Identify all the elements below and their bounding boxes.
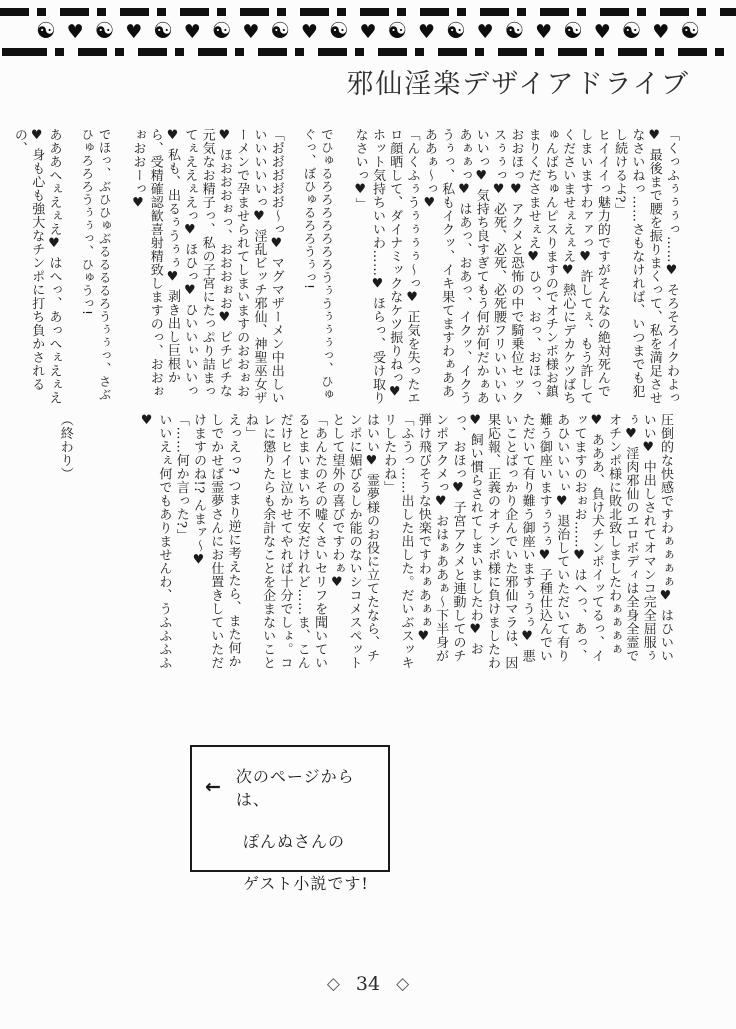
guest-novel-notice-box [190,745,390,893]
story-paragraph: 「ふうっ……出した出した。だいぶスッキリしたわね」 [381,413,414,670]
story-paragraph: えっえっ? つまり逆に考えたら、また何かしでかせば霊夢さんにお仕置きしていただけますのね!? んまァ〜♥ [190,413,241,670]
yin-yang-icon: ☯ [445,19,466,44]
story-paragraph: 「くっふぅぅぅっ……♥ そろそろイクわよっ♥ 最後まで腰を振りまくって、私を満足させなさいねっ……さもなければ、いつまでも犯し続けるよ?」 [612,128,679,405]
story-text-upper [11,128,680,411]
page-title: 邪仙淫楽デザイアドライブ [346,69,690,100]
sound-effect-text: でひゅるろろろろろろろうぅうぅぅぅっ、ひゅぐっ、ぼひゅるろろうぅっ! [302,128,335,401]
story-paragraph: （終わり） [57,413,73,481]
heart-icon: ♥ [125,20,143,43]
notice-line-3: ゲスト小説です! [243,874,369,893]
yin-yang-icon: ☯ [504,19,525,44]
heart-icon: ♥ [183,20,201,43]
story-paragraph: ヒイイイっ魅力的ですがそんなの絶対死んでしまいますわァァっ♥ 許してぇ、もう許してくださいませぇえぇえ♥ 熱心にデカケツばちゅんばちゅんピスりますのでオチンポ様お鎮まりくださませぇえ♥ ひっ、おっ、おほっ、おおほっ♥ アクメと恐怖の中で騎乗位セックスぅぅっ♥ 必死、必死、必死腰フリいいいいいいっ♥ 気持ち良すぎてもう何が何だかぁああぁぁっ♥ はあっ、おあっ、イクッ、イクううぅっ、私もイクッ、イキ果てますわぁああああぁ〜っ♥ [421,128,610,405]
story-paragraph: 「あんたのその嘘くさいセリフを聞いているとまいまいち不安だけれど……ま、こんだけヒイヒ泣かせてやれば十分でしょ。コレに懲りたらも余計なことを企まないことね」 [242,413,328,670]
border-symbols [0,18,736,46]
diamond-icon: ◇ [326,974,340,994]
heart-icon: ♥ [66,20,84,43]
diamond-icon: ◇ [396,974,410,994]
page-number-value: 34 [355,973,381,995]
yin-yang-icon: ☯ [328,19,349,44]
dash-rule-top [0,8,736,16]
yin-yang-icon: ☯ [211,19,232,44]
heart-icon: ♥ [418,20,436,43]
notice-line-1 [192,747,388,810]
heart-icon: ♥ [535,20,553,43]
heart-icon: ♥ [652,20,670,43]
story-paragraph: いいえぇ何でもありませんわ、うふふふふ♥ [139,413,172,670]
heart-icon: ♥ [593,20,611,43]
yin-yang-icon: ☯ [621,19,642,44]
yin-yang-icon: ☯ [563,19,583,44]
dash-rule-bottom [0,48,736,56]
story-paragraph: 「お゙お゙お゙お゙お゙〜っ♥ マグマザーメン中出しいいいいいいっ♥ 淫乱ビッチ邪仙、神聖巫女ザーメンで孕ませられてしまいますのおおぉお♥ ほおおおぉっ、おおおぉお♥ ピチピチな元気なお精子っ、私の子宮にたっぷり詰まってぇええぇえっ♥ ほひっ♥ ひいいぃいいっ♥ 私も、出るぅうぅぅ♥ 剥き出し巨根から、受精確認歓喜射精致しますのっ、おおぉぉおおーっ♥ [130,128,284,405]
story-paragraph: 「んくふぅうぅぅぅぅ〜っ♥ 正気を失ったエロ顔晒して、ダイナミックなケツ振りねっ♥ ホット気持ちいいわ……♥ ほらっ、受け取りなさいっ♥」 [352,128,420,405]
yin-yang-icon: ☯ [680,19,700,44]
yin-yang-icon: ☯ [153,19,173,44]
heart-icon: ♥ [242,20,260,43]
heart-icon: ♥ [476,20,494,43]
story-paragraph: 圧倒的な快感ですわぁぁぁぁ♥ はひいいいい♥ 中出しされてオマンコ完全屈服ぅぅ♥ 淫肉邪仙のエロボディは全身全霊でオチンポ様に敗北致しましたわぁぁぁぁ♥ あああ、負け犬チンポイッてるっ、イッてますのおぉお……♥ はへっ、あっ、あひいいいぃ♥ 退治していただいて有り難う御座いますぅうぅ♥ 子種仕込んでいただいて有り難う御座いますぅうぅ♥ 悪いことばっかり企んでいた邪仙マラは、因果応報、正義のオチンポ様に負けましたわ♥ 飼い慣らされてしまいましたわ♥ おっ、おほっ♥ 子宮アクメと連動してのチンポアクメっ♥ おはぁああぁ〜下半身が弾け飛びそうな快楽ですわぁあぁぁ♥ [415,413,673,670]
notice-line-1-text: 次のページからは、 [235,767,355,809]
heart-icon: ♥ [359,20,377,43]
story-paragraph: はいい♥ 霊夢様のお役に立てたなら、チンポに媚びるしか能のないシコメスペットとして望外の喜びですわぁ♥ [329,413,379,670]
page-number [0,973,736,995]
sound-effect-text: でほっ、ぶひひゅぶるるるるろうぅぅっ、さぶひゅろろろうぅぅっ、ひゅうっ! [79,128,113,401]
decorative-border [0,8,736,56]
heart-icon: ♥ [300,20,318,43]
yin-yang-icon: ☯ [270,19,290,44]
story-paragraph: 「……何か言った?」 [173,413,189,542]
yin-yang-icon: ☯ [36,19,56,44]
story-text-lower [57,413,674,670]
yin-yang-icon: ☯ [94,19,115,44]
notice-line-2: ぽんぬさんの [243,832,346,851]
yin-yang-icon: ☯ [387,19,408,44]
story-paragraph: あああへぇえぇえ♥ はへっ、あっへぇえぇえ♥ 身も心も強大なチンポに打ち負かされるの、 [11,128,62,405]
left-arrow-icon: ← [205,776,221,798]
